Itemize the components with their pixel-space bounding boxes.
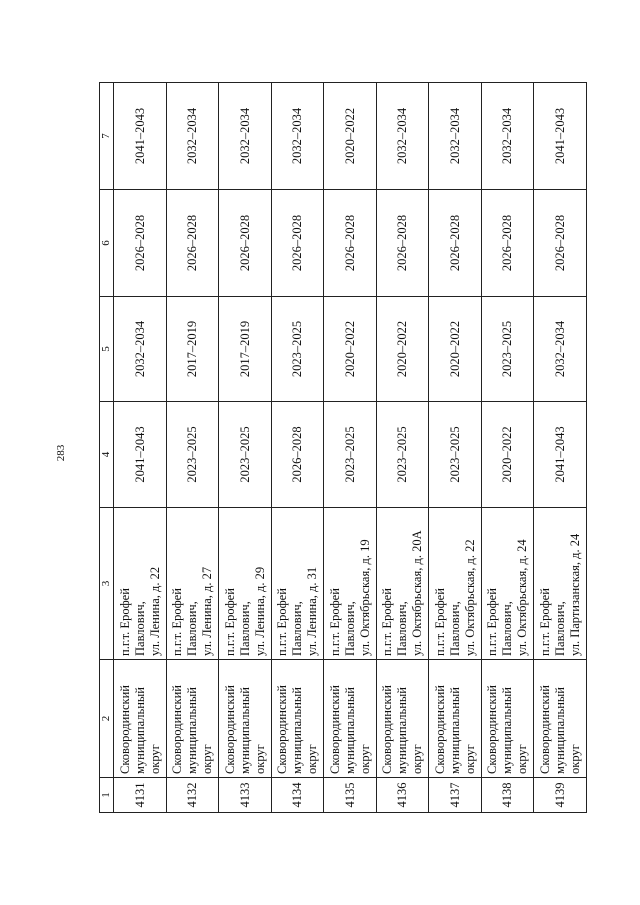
address-cell bbox=[324, 508, 377, 660]
column-number: 7 bbox=[100, 83, 114, 190]
address-line: п.г.т. Ерофей bbox=[117, 588, 132, 656]
table-row bbox=[166, 83, 219, 813]
municipality-cell: Сковородинский муниципальный округ bbox=[271, 660, 324, 778]
address-line: ул. Октябрьская, д. 24 bbox=[515, 539, 530, 656]
address-line: ул. Октябрьская, д. 19 bbox=[357, 539, 372, 656]
period-cell-c7: 2032–2034 bbox=[481, 83, 534, 190]
municipality-cell: Сковородинский муниципальный округ bbox=[166, 660, 219, 778]
column-number: 4 bbox=[100, 402, 114, 508]
row-number: 4136 bbox=[376, 778, 429, 813]
period-cell-c4: 2023–2025 bbox=[219, 402, 272, 508]
period-cell-c5: 2023–2025 bbox=[481, 297, 534, 402]
period-cell-c6: 2026–2028 bbox=[219, 190, 272, 297]
address-line: п.г.т. Ерофей bbox=[275, 588, 290, 656]
period-cell-c7: 2032–2034 bbox=[429, 83, 482, 190]
table-row bbox=[376, 83, 429, 813]
period-cell-c4: 2023–2025 bbox=[429, 402, 482, 508]
table-body bbox=[100, 83, 587, 813]
period-cell-c7: 2032–2034 bbox=[271, 83, 324, 190]
column-number: 1 bbox=[100, 778, 114, 813]
period-cell-c7: 2020–2022 bbox=[324, 83, 377, 190]
period-cell-c5: 2020–2022 bbox=[324, 297, 377, 402]
address-line: п.г.т. Ерофей bbox=[222, 588, 237, 656]
period-cell-c4: 2026–2028 bbox=[271, 402, 324, 508]
row-number: 4139 bbox=[534, 778, 587, 813]
period-cell-c7: 2032–2034 bbox=[376, 83, 429, 190]
address-cell bbox=[271, 508, 324, 660]
period-cell-c6: 2026–2028 bbox=[534, 190, 587, 297]
table-row bbox=[271, 83, 324, 813]
address-line: п.г.т. Ерофей bbox=[432, 588, 447, 656]
address-line: ул. Ленина, д. 29 bbox=[252, 566, 267, 656]
period-cell-c4: 2023–2025 bbox=[324, 402, 377, 508]
period-cell-c6: 2026–2028 bbox=[481, 190, 534, 297]
period-cell-c5: 2017–2019 bbox=[166, 297, 219, 402]
table-row bbox=[429, 83, 482, 813]
address-line: Павлович, bbox=[500, 601, 515, 656]
column-number: 6 bbox=[100, 190, 114, 297]
period-cell-c6: 2026–2028 bbox=[376, 190, 429, 297]
table-row bbox=[481, 83, 534, 813]
address-cell bbox=[114, 508, 167, 660]
address-line: п.г.т. Ерофей bbox=[537, 588, 552, 656]
period-cell-c4: 2041–2043 bbox=[114, 402, 167, 508]
address-line: Павлович, bbox=[447, 601, 462, 656]
table-row bbox=[324, 83, 377, 813]
table-row bbox=[114, 83, 167, 813]
municipality-cell: Сковородинский муниципальный округ bbox=[324, 660, 377, 778]
period-cell-c7: 2041–2043 bbox=[114, 83, 167, 190]
column-number: 2 bbox=[100, 660, 114, 778]
period-cell-c6: 2026–2028 bbox=[324, 190, 377, 297]
row-number: 4135 bbox=[324, 778, 377, 813]
address-line: Павлович, bbox=[395, 601, 410, 656]
row-number: 4134 bbox=[271, 778, 324, 813]
column-number: 5 bbox=[100, 297, 114, 402]
column-numbers-row bbox=[100, 83, 114, 813]
municipality-cell: Сковородинский муниципальный округ bbox=[481, 660, 534, 778]
schedule-table bbox=[99, 82, 587, 813]
address-line: п.г.т. Ерофей bbox=[380, 588, 395, 656]
address-cell bbox=[219, 508, 272, 660]
address-line: п.г.т. Ерофей bbox=[170, 588, 185, 656]
period-cell-c5: 2023–2025 bbox=[271, 297, 324, 402]
row-number: 4137 bbox=[429, 778, 482, 813]
period-cell-c6: 2026–2028 bbox=[271, 190, 324, 297]
municipality-cell: Сковородинский муниципальный округ bbox=[429, 660, 482, 778]
address-line: п.г.т. Ерофей bbox=[327, 588, 342, 656]
address-line: Павлович, bbox=[237, 601, 252, 656]
address-cell bbox=[534, 508, 587, 660]
period-cell-c5: 2032–2034 bbox=[114, 297, 167, 402]
table-row bbox=[534, 83, 587, 813]
period-cell-c5: 2017–2019 bbox=[219, 297, 272, 402]
address-line: Павлович, bbox=[342, 601, 357, 656]
period-cell-c5: 2020–2022 bbox=[376, 297, 429, 402]
municipality-cell: Сковородинский муниципальный округ bbox=[219, 660, 272, 778]
address-cell bbox=[481, 508, 534, 660]
period-cell-c6: 2026–2028 bbox=[114, 190, 167, 297]
address-line: Павлович, bbox=[290, 601, 305, 656]
municipality-cell: Сковородинский муниципальный округ bbox=[534, 660, 587, 778]
address-cell bbox=[376, 508, 429, 660]
schedule-table-rotated bbox=[99, 83, 587, 813]
period-cell-c4: 2023–2025 bbox=[166, 402, 219, 508]
address-line: ул. Октябрьская, д. 20А bbox=[410, 530, 425, 656]
address-cell bbox=[429, 508, 482, 660]
row-number: 4131 bbox=[114, 778, 167, 813]
row-number: 4138 bbox=[481, 778, 534, 813]
address-line: ул. Ленина, д. 27 bbox=[200, 566, 215, 656]
table-row bbox=[219, 83, 272, 813]
address-line: ул. Ленина, д. 31 bbox=[305, 566, 320, 656]
period-cell-c6: 2026–2028 bbox=[166, 190, 219, 297]
period-cell-c7: 2032–2034 bbox=[166, 83, 219, 190]
period-cell-c6: 2026–2028 bbox=[429, 190, 482, 297]
period-cell-c4: 2020–2022 bbox=[481, 402, 534, 508]
period-cell-c7: 2041–2043 bbox=[534, 83, 587, 190]
period-cell-c4: 2023–2025 bbox=[376, 402, 429, 508]
address-cell bbox=[166, 508, 219, 660]
column-number: 3 bbox=[100, 508, 114, 660]
address-line: Павлович, bbox=[552, 601, 567, 656]
row-number: 4132 bbox=[166, 778, 219, 813]
row-number: 4133 bbox=[219, 778, 272, 813]
address-line: ул. Партизанская, д. 24 bbox=[567, 533, 582, 656]
address-line: п.г.т. Ерофей bbox=[485, 588, 500, 656]
address-line: ул. Октябрьская, д. 22 bbox=[462, 539, 477, 656]
period-cell-c4: 2041–2043 bbox=[534, 402, 587, 508]
period-cell-c7: 2032–2034 bbox=[219, 83, 272, 190]
period-cell-c5: 2032–2034 bbox=[534, 297, 587, 402]
period-cell-c5: 2020–2022 bbox=[429, 297, 482, 402]
address-line: Павлович, bbox=[132, 601, 147, 656]
address-line: ул. Ленина, д. 22 bbox=[147, 566, 162, 656]
municipality-cell: Сковородинский муниципальный округ bbox=[114, 660, 167, 778]
municipality-cell: Сковородинский муниципальный округ bbox=[376, 660, 429, 778]
page-number: 283 bbox=[55, 444, 67, 462]
address-line: Павлович, bbox=[185, 601, 200, 656]
